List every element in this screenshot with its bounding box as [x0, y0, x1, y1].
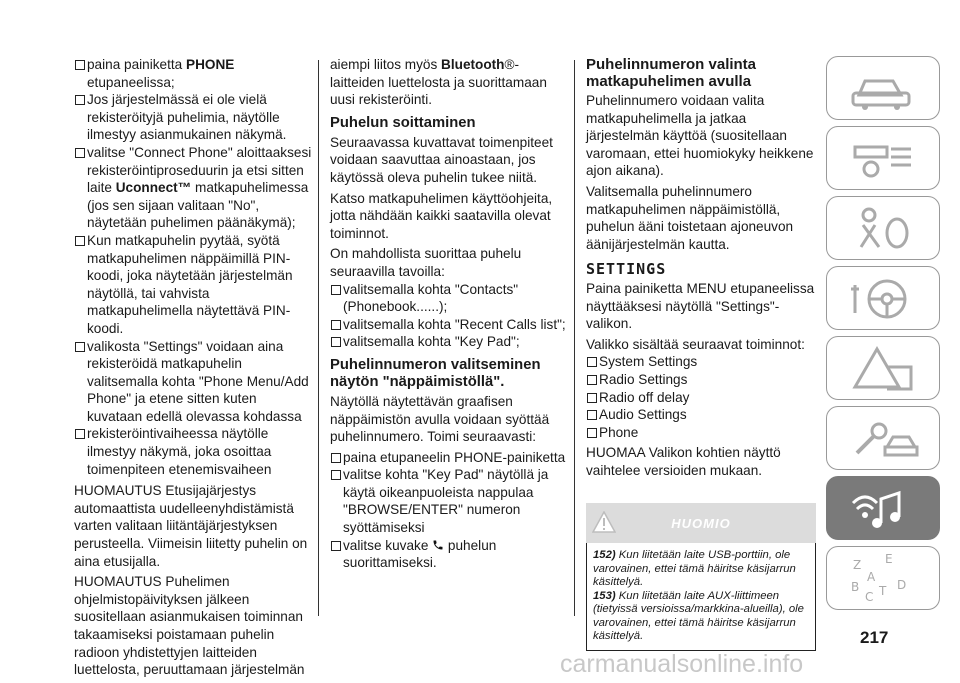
alphabet-index-icon — [827, 547, 941, 611]
note-item-aux: 153) Kun liitetään laite AUX-liittimeen (tietyissä versioissa/markkina-alueilla), ole varovainen, ettei tämä häiritse käsijarrun käsittelyä. — [593, 589, 804, 643]
steering-wheel-icon — [827, 267, 941, 331]
tab-index[interactable] — [826, 546, 940, 610]
index-letter: D — [897, 578, 907, 592]
paragraph-see-manual: Katso matkapuhelimen käyttöohjeita, jotta nähdään kaikki saatavilla olevat toiminnot. — [330, 190, 553, 241]
paragraph-versions: HUOMAA Valikon kohtien näyttö vaihtelee versioiden mukaan. — [586, 445, 781, 478]
index-letter: Z — [853, 558, 862, 572]
chapter-tabs — [826, 56, 942, 616]
note-software-update: HUOMAUTUS Puhelimen ohjelmistopäivityksen jälkeen suositellaan asianmukaisen toiminnan takaamiseksi poistamaan puhelin radioon yhdistettyjen laitteiden luettelosta, peruuttamaan järjestelmän — [74, 574, 305, 678]
dashboard-lights-icon — [827, 127, 941, 191]
tab-safety[interactable] — [826, 196, 940, 260]
warning-note-body — [586, 543, 816, 651]
index-letter: E — [885, 552, 893, 566]
bullet-connect-phone: valitse "Connect Phone" aloittaaksesi rekisteröintiproseduurin ja etsi sitten laite Uconnect™ matkapuhelimessa (jos sen sijaan valitaan "No", näytetään puhelimen päänäkymä); — [74, 144, 314, 232]
note-priority: HUOMAUTUS Etusijajärjestys automaattista uudelleenyhdistämistä varten valitaan liitäntäjärjestyksen perusteella. Viimeisin liitetty puhelin on aina etusijalla. — [74, 483, 308, 569]
column-divider — [318, 60, 319, 616]
column-3 — [586, 56, 816, 651]
warning-note-title: HUOMIO — [671, 516, 731, 532]
column-divider — [574, 60, 575, 616]
tab-emergency[interactable] — [826, 336, 940, 400]
tab-driving[interactable] — [826, 266, 940, 330]
phone-handset-icon — [432, 539, 444, 551]
paragraph-menu: Paina painiketta MENU etupaneelissa näyttääksesi näytöllä "Settings"-valikon. — [586, 280, 815, 332]
menu-item-audio-settings: Audio Settings — [586, 406, 816, 424]
tab-maintenance[interactable] — [826, 406, 940, 470]
index-letter: B — [851, 580, 860, 594]
warning-note-header — [586, 503, 816, 543]
paragraph-dial-mobile: Puhelinnumero voidaan valita matkapuhelimella ja jatkaa järjestelmän käyttöä (suositellaan varomaan, ettei huomiokyky heikkene ajon aikana). — [586, 93, 814, 179]
paragraph-keypad: Näytöllä näytettävän graafisen näppäimistön avulla voidaan syöttää puhelinnumero. Toimi seuraavasti: — [330, 393, 550, 445]
index-letter: A — [867, 570, 876, 584]
seatbelt-airbag-icon — [827, 197, 941, 261]
page-number: 217 — [860, 628, 889, 647]
menu-item-radio-off-delay: Radio off delay — [586, 389, 816, 407]
wrench-car-icon — [827, 407, 941, 471]
menu-item-phone: Phone — [586, 424, 816, 442]
heading-dial-mobile: Puhelinnumeron valinta matkapuhelimen avulla — [586, 56, 757, 90]
warning-note — [586, 503, 816, 651]
menu-item-radio-settings: Radio Settings — [586, 371, 816, 389]
car-icon — [827, 57, 941, 121]
warning-triangle-icon — [827, 337, 941, 401]
paragraph-menu-contains: Valikko sisältää seuraavat toiminnot: — [586, 336, 805, 352]
tab-car[interactable] — [826, 56, 940, 120]
paragraph-ways: On mahdollista suorittaa puhelu seuraavilla tavoilla: — [330, 246, 522, 279]
bullet-select-call-icon: valitse kuvake puhelun suorittamiseksi. — [330, 537, 568, 572]
bullet-press-phone: paina painiketta PHONE etupaneelissa; — [74, 56, 314, 91]
bullet-press-phone-button: paina etupaneelin PHONE-painiketta — [330, 449, 568, 467]
bullet-settings-menu: valikosta "Settings" voidaan aina rekisteröidä matkapuhelin valitsemalla kohta "Phone Menu/Add Phone" ja etene sitten kuten kuvataan edellä olevassa kohdassa — [74, 338, 314, 426]
watermark: carmanualsonline.info — [560, 650, 804, 678]
tab-dashboard[interactable] — [826, 126, 940, 190]
bullet-key-pad: valitsemalla kohta "Key Pad"; — [330, 333, 568, 351]
paragraph-bluetooth: aiempi liitos myös Bluetooth®-laitteiden luettelosta ja suorittamaan uusi rekisteröinti. — [330, 57, 547, 108]
index-letter: T — [879, 584, 887, 598]
paragraph-operations: Seuraavassa kuvattavat toimenpiteet voidaan saavuttaa ainoastaan, jos käytössä oleva puhelin tukee niitä. — [330, 134, 553, 185]
bullet-recent-calls: valitsemalla kohta "Recent Calls list"; — [330, 316, 568, 334]
heading-make-call: Puhelun soittaminen — [330, 114, 476, 131]
menu-item-system-settings: System Settings — [586, 353, 816, 371]
column-1 — [74, 56, 314, 682]
bullet-pin-code: Kun matkapuhelin pyytää, syötä matkapuhelimen näppäimillä PIN-koodi, joka näytetään järjestelmän näytöllä, tai vahvista matkapuhelimella näytettävä PIN-koodi. — [74, 232, 314, 338]
paragraph-audio-system: Valitsemalla puhelinnumero matkapuhelimen näppäimistöllä, puhelun ääni toistetaan ajoneuvon äänijärjestelmän kautta. — [586, 183, 794, 252]
tab-multimedia[interactable] — [826, 476, 940, 540]
music-phone-icon — [827, 477, 941, 541]
column-2 — [330, 56, 568, 572]
bullet-select-keypad: valitse kohta "Key Pad" näytöllä ja käytä oikeanpuoleista nappulaa "BROWSE/ENTER" numeron syöttämiseksi — [330, 466, 568, 536]
heading-dial-keypad: Puhelinnumeron valitseminen näytön "näppäimistöllä". — [330, 356, 541, 390]
bullet-registration-progress: rekisteröintivaiheessa näytölle ilmestyy näkymä, joka osoittaa toimenpiteen etenemisvaiheen — [74, 425, 314, 478]
index-letter: C — [865, 590, 874, 604]
bullet-no-phones: Jos järjestelmässä ei ole vielä rekisteröityjä puhelimia, näytölle ilmestyy asianmukainen näkymä. — [74, 91, 314, 144]
heading-settings: SETTINGS — [586, 260, 667, 279]
note-item-usb: 152) Kun liitetään laite USB-porttiin, ole varovainen, ettei tämä häiritse käsijarrun käsittelyä. — [593, 549, 796, 589]
bullet-contacts: valitsemalla kohta "Contacts" (Phonebook......); — [330, 281, 568, 316]
